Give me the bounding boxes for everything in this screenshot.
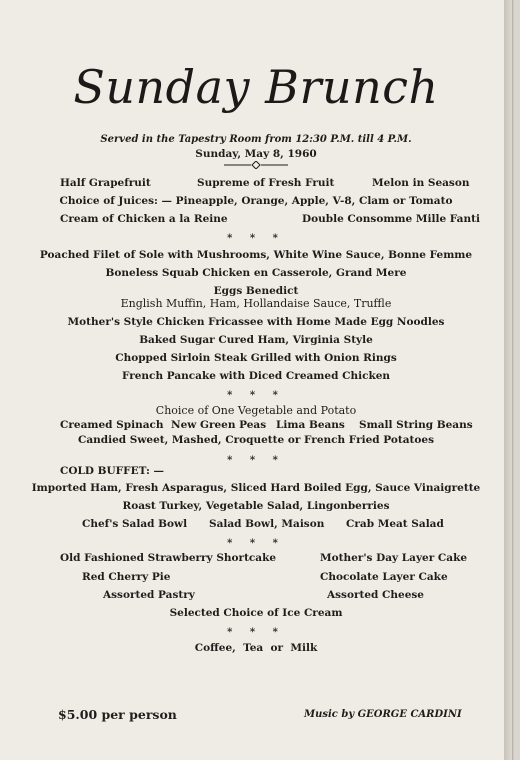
veg-lima-beans: Lima Beans bbox=[276, 419, 345, 431]
veg-creamed-spinach: Creamed Spinach bbox=[60, 419, 164, 431]
menu-subtitle: Served in the Tapestry Room from 12:30 P.M. till 4 P.M. bbox=[100, 134, 412, 145]
starter-half-grapefruit: Half Grapefruit bbox=[60, 177, 151, 189]
dessert-shortcake: Old Fashioned Strawberry Shortcake bbox=[60, 552, 277, 564]
dessert-row bbox=[0, 571, 512, 585]
veg-green-peas: New Green Peas bbox=[171, 419, 267, 431]
ice-cream-line: Selected Choice of Ice Cream bbox=[169, 607, 343, 619]
potatoes-line: Candied Sweet, Mashed, Croquette or French Fried Potatoes bbox=[77, 434, 434, 446]
dessert-cherry-pie: Red Cherry Pie bbox=[82, 571, 171, 583]
starter-supreme-fruit: Supreme of Fresh Fruit bbox=[197, 177, 335, 189]
entree-item: Mother's Style Chicken Fricassee with Home Made Egg Noodles bbox=[67, 316, 445, 328]
entree-item: Poached Filet of Sole with Mushrooms, White Wine Sauce, Bonne Femme bbox=[39, 249, 473, 261]
menu-date: Sunday, May 8, 1960 bbox=[195, 148, 317, 160]
dessert-layer-cake: Mother's Day Layer Cake bbox=[320, 552, 468, 564]
star-separator: * * * bbox=[227, 390, 285, 401]
beverages-line: Coffee, Tea or Milk bbox=[194, 642, 318, 654]
dessert-row bbox=[0, 589, 512, 603]
veg-string-beans: Small String Beans bbox=[359, 419, 473, 431]
menu-title: Sunday Brunch bbox=[73, 60, 439, 114]
soup-row bbox=[0, 213, 512, 227]
entree-detail: English Muffin, Ham, Hollandaise Sauce, Truffle bbox=[120, 297, 392, 310]
entree-item: French Pancake with Diced Creamed Chicken bbox=[121, 370, 391, 382]
starter-melon: Melon in Season bbox=[372, 177, 470, 189]
buffet-heading-row bbox=[0, 465, 512, 479]
entree-item: Chopped Sirloin Steak Grilled with Onion Rings bbox=[115, 352, 397, 364]
star-separator: * * * bbox=[227, 233, 285, 244]
vegetable-heading: Choice of One Vegetable and Potato bbox=[155, 404, 357, 417]
dessert-cheese: Assorted Cheese bbox=[327, 589, 424, 601]
dessert-row bbox=[0, 552, 512, 566]
buffet-line: Imported Ham, Fresh Asparagus, Sliced Hard Boiled Egg, Sauce Vinaigrette bbox=[31, 482, 481, 494]
price-text: $5.00 per person bbox=[58, 707, 177, 722]
soup-cream-chicken: Cream of Chicken a la Reine bbox=[60, 213, 228, 225]
starter-row bbox=[0, 177, 512, 191]
dessert-chocolate-cake: Chocolate Layer Cake bbox=[320, 571, 448, 583]
star-separator: * * * bbox=[227, 538, 285, 549]
entree-item: Boneless Squab Chicken en Casserole, Grand Mere bbox=[105, 267, 407, 279]
soup-consomme: Double Consomme Mille Fanti bbox=[302, 213, 480, 225]
star-separator: * * * bbox=[227, 627, 285, 638]
entree-item: Baked Sugar Cured Ham, Virginia Style bbox=[139, 334, 373, 346]
salad-maison: Salad Bowl, Maison bbox=[209, 518, 325, 530]
ornament-divider bbox=[224, 161, 288, 169]
salad-row bbox=[0, 518, 512, 532]
music-credit: Music by GEORGE CARDINI bbox=[304, 709, 462, 720]
buffet-line: Roast Turkey, Vegetable Salad, Lingonberries bbox=[122, 500, 390, 512]
dessert-pastry: Assorted Pastry bbox=[103, 589, 195, 601]
vegetable-row bbox=[0, 419, 512, 433]
star-separator: * * * bbox=[227, 455, 285, 466]
buffet-heading: COLD BUFFET: — bbox=[60, 465, 165, 477]
juices-line: Choice of Juices: — Pineapple, Orange, Apple, V-8, Clam or Tomato bbox=[59, 195, 453, 207]
entree-item: Eggs Benedict bbox=[213, 285, 299, 297]
salad-crab: Crab Meat Salad bbox=[346, 518, 444, 530]
salad-chefs: Chef's Salad Bowl bbox=[82, 518, 188, 530]
